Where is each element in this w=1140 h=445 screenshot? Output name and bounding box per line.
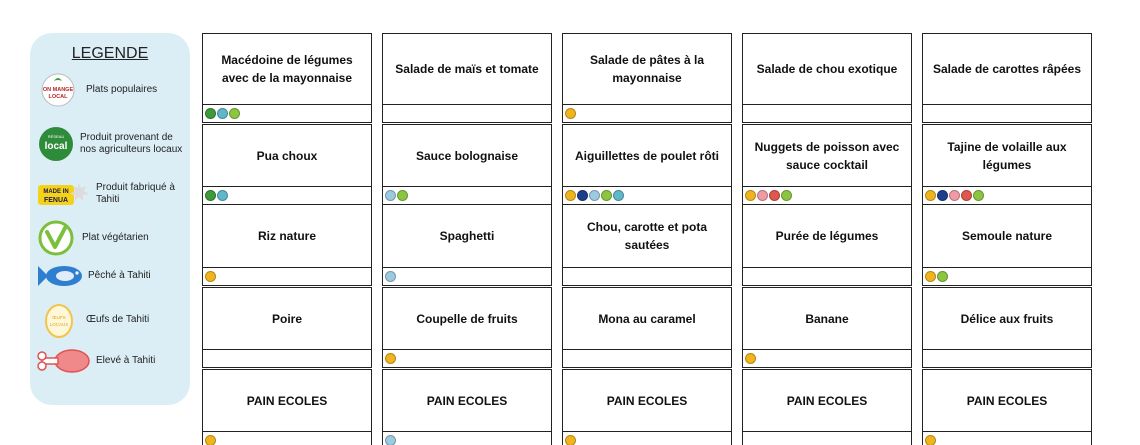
svg-text:LOCAUX: LOCAUX <box>49 322 69 327</box>
yellow-label-badge-icon <box>205 435 216 445</box>
dish-label-strip <box>562 350 732 368</box>
dish-label-strip <box>382 350 552 368</box>
dish-label-strip <box>922 268 1092 286</box>
legend-label: Produit fabriqué à Tahiti <box>96 182 175 205</box>
dish-name: PAIN ECOLES <box>246 393 328 408</box>
legend-item-made-in-tahiti <box>36 177 188 211</box>
legend-label: Elevé à Tahiti <box>96 355 156 366</box>
made-in-fenua-icon <box>36 177 94 211</box>
yellow-label-badge-icon <box>205 271 216 282</box>
dish-cell <box>202 124 372 187</box>
dish-cell <box>922 369 1092 432</box>
dish-label-strip <box>742 268 912 286</box>
lime-label-badge-icon <box>781 190 792 201</box>
dish-name: Pua choux <box>256 148 318 163</box>
svg-text:ON MANGE: ON MANGE <box>42 87 74 93</box>
dish-cell <box>562 204 732 268</box>
svg-text:RÉSEAU: RÉSEAU <box>47 134 65 139</box>
yellow-label-badge-icon <box>385 353 396 364</box>
dish-label-strip <box>382 432 552 445</box>
egg-icon <box>36 301 82 339</box>
dish-label-strip <box>562 187 732 205</box>
dish-cell <box>922 204 1092 268</box>
red-label-badge-icon <box>769 190 780 201</box>
dish-name: Chou, carotte et pota sautées <box>586 220 707 252</box>
dish-name: PAIN ECOLES <box>966 393 1048 408</box>
lime-label-badge-icon <box>601 190 612 201</box>
blue-label-badge-icon <box>385 271 396 282</box>
dish-label-strip <box>382 187 552 205</box>
legend-item-popular <box>36 73 188 107</box>
dish-label-strip <box>922 350 1092 368</box>
dish-cell <box>382 287 552 350</box>
blue-label-badge-icon <box>589 190 600 201</box>
dish-name: Salade de pâtes à la mayonnaise <box>589 53 705 85</box>
dish-cell <box>202 204 372 268</box>
lime-label-badge-icon <box>937 271 948 282</box>
dish-label-strip <box>202 268 372 286</box>
lime-label-badge-icon <box>397 190 408 201</box>
dish-name: Semoule nature <box>961 229 1053 243</box>
teal-label-badge-icon <box>217 108 228 119</box>
dish-cell <box>742 287 912 350</box>
dish-name: Spaghetti <box>439 229 495 243</box>
yellow-label-badge-icon <box>745 353 756 364</box>
blue-label-badge-icon <box>385 435 396 445</box>
red-label-badge-icon <box>961 190 972 201</box>
yellow-label-badge-icon <box>925 271 936 282</box>
dish-label-strip <box>202 105 372 123</box>
lime-label-badge-icon <box>973 190 984 201</box>
dish-label-strip <box>742 187 912 205</box>
dish-cell <box>742 204 912 268</box>
legend-item-local-farmers <box>36 125 188 163</box>
dish-label-strip <box>742 432 912 445</box>
dish-name: Mona au caramel <box>598 311 696 326</box>
legend-label: Plat végétarien <box>82 232 149 243</box>
dish-cell <box>382 33 552 105</box>
dish-cell <box>382 204 552 268</box>
dish-cell <box>562 287 732 350</box>
blue-label-badge-icon <box>385 190 396 201</box>
dish-label-strip <box>202 350 372 368</box>
legend-panel <box>30 33 190 405</box>
dish-cell <box>202 287 372 350</box>
yellow-label-badge-icon <box>565 190 576 201</box>
dish-name: Sauce bolognaise <box>415 148 519 163</box>
reseau-local-icon <box>36 125 76 163</box>
dish-name: Macédoine de légumes avec de la mayonnaise <box>221 53 353 85</box>
navy-label-badge-icon <box>577 190 588 201</box>
dish-cell <box>382 124 552 187</box>
legend-label: Pêché à Tahiti <box>88 270 151 281</box>
yellow-label-badge-icon <box>925 435 936 445</box>
svg-text:local: local <box>44 141 68 152</box>
dish-name: Riz nature <box>257 229 316 243</box>
dish-name: Purée de légumes <box>775 229 879 243</box>
teal-label-badge-icon <box>613 190 624 201</box>
dish-cell <box>562 33 732 105</box>
dish-label-strip <box>562 105 732 123</box>
svg-text:ŒUFS: ŒUFS <box>52 315 66 320</box>
dish-cell <box>922 124 1092 187</box>
dish-name: PAIN ECOLES <box>426 393 508 408</box>
legend-item-fished <box>36 263 188 289</box>
dish-name: PAIN ECOLES <box>786 393 868 408</box>
dish-cell <box>742 369 912 432</box>
legend-title: LEGENDE <box>71 45 149 62</box>
dish-label-strip <box>202 432 372 445</box>
dish-name: PAIN ECOLES <box>606 393 688 408</box>
dish-cell <box>202 369 372 432</box>
teal-label-badge-icon <box>217 190 228 201</box>
dish-label-strip <box>742 350 912 368</box>
yellow-label-badge-icon <box>925 190 936 201</box>
on-mange-local-icon <box>36 73 80 107</box>
dish-name: Nuggets de poisson avec sauce cocktail <box>754 139 900 172</box>
dish-label-strip <box>562 268 732 286</box>
dish-label-strip <box>922 187 1092 205</box>
dish-name: Banane <box>805 311 849 326</box>
dish-cell <box>562 124 732 187</box>
legend-label: Œufs de Tahiti <box>86 314 150 325</box>
dish-label-strip <box>742 105 912 123</box>
yellow-label-badge-icon <box>565 108 576 119</box>
pink-label-badge-icon <box>949 190 960 201</box>
dish-cell <box>922 33 1092 105</box>
lime-label-badge-icon <box>229 108 240 119</box>
dish-label-strip <box>382 268 552 286</box>
green-label-badge-icon <box>205 190 216 201</box>
dish-name: Salade de chou exotique <box>756 62 898 76</box>
svg-text:FENUA: FENUA <box>43 197 69 204</box>
dish-label-strip <box>382 105 552 123</box>
dish-label-strip <box>922 432 1092 445</box>
dish-cell <box>742 124 912 187</box>
dish-name: Délice aux fruits <box>960 311 1054 326</box>
dish-cell <box>202 33 372 105</box>
pink-label-badge-icon <box>757 190 768 201</box>
svg-text:LOCAL: LOCAL <box>48 94 68 100</box>
dish-label-strip <box>202 187 372 205</box>
dish-cell <box>742 33 912 105</box>
dish-cell <box>382 369 552 432</box>
green-label-badge-icon <box>205 108 216 119</box>
dish-label-strip <box>922 105 1092 123</box>
legend-label: Produit provenant de nos agriculteurs locaux <box>80 132 183 155</box>
dish-name: Salade de maïs et tomate <box>395 62 539 76</box>
dish-label-strip <box>562 432 732 445</box>
legend-item-vegetarian <box>36 219 188 257</box>
dish-name: Coupelle de fruits <box>416 311 518 326</box>
legend-item-eggs <box>36 301 188 339</box>
dish-cell <box>562 369 732 432</box>
yellow-label-badge-icon <box>565 435 576 445</box>
dish-name: Poire <box>271 311 302 326</box>
fish-icon <box>36 263 86 289</box>
dish-cell <box>922 287 1092 350</box>
legend-label: Plats populaires <box>86 84 158 95</box>
dish-name: Aiguillettes de poulet rôti <box>574 148 719 163</box>
navy-label-badge-icon <box>937 190 948 201</box>
vegetarian-v-icon <box>36 219 76 257</box>
dish-name: Tajine de volaille aux légumes <box>947 139 1067 172</box>
svg-text:MADE IN: MADE IN <box>43 189 69 195</box>
legend-item-raised <box>36 347 188 375</box>
yellow-label-badge-icon <box>745 190 756 201</box>
drumstick-icon <box>36 347 92 375</box>
dish-name: Salade de carottes râpées <box>932 62 1082 76</box>
